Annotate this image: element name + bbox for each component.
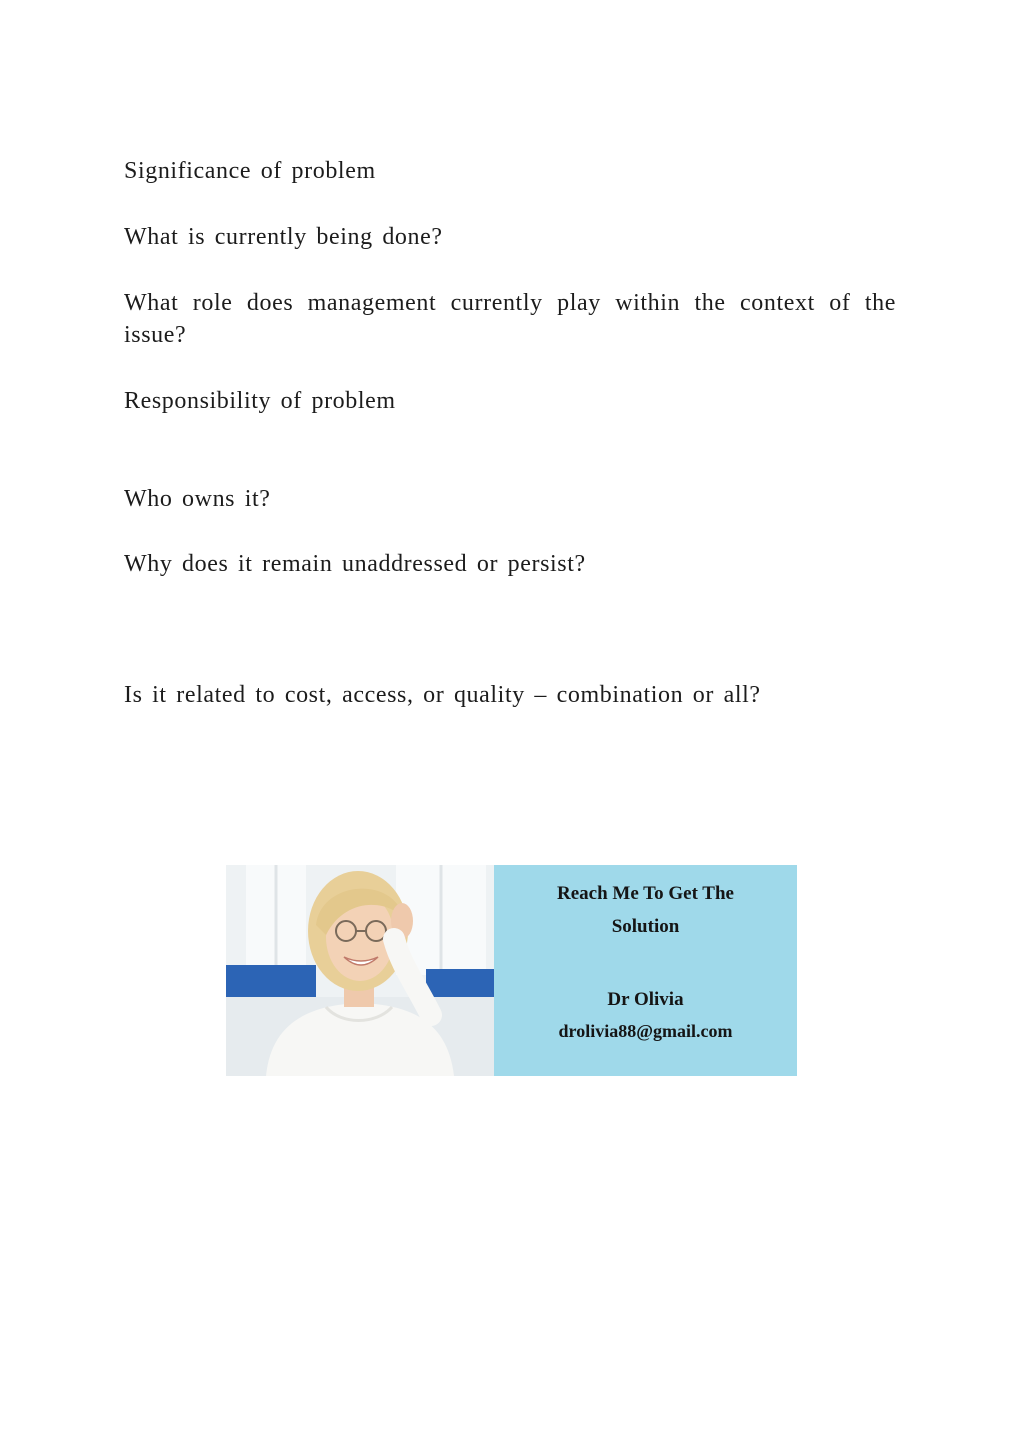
contact-info-panel <box>494 865 797 1076</box>
headline-line-2: Solution <box>611 916 680 937</box>
contact-banner <box>226 865 797 1076</box>
heading-responsibility: Responsibility of problem <box>124 388 396 414</box>
headline-line-1: Reach Me To Get The <box>557 883 734 904</box>
question-cost-access-quality: Is it related to cost, access, or quality – combination or all? <box>124 682 761 708</box>
question-management-role: What role does management currently play within the context of the issue? <box>124 290 896 348</box>
question-persistence: Why does it remain unaddressed or persist? <box>124 551 586 577</box>
heading-significance: Significance of problem <box>124 158 376 184</box>
smiling-woman-photo-icon <box>226 865 494 1076</box>
question-current-actions: What is currently being done? <box>124 224 443 250</box>
question-ownership: Who owns it? <box>124 486 271 512</box>
contact-email: drolivia88@gmail.com <box>558 1021 733 1041</box>
contact-name: Dr Olivia <box>607 989 684 1010</box>
